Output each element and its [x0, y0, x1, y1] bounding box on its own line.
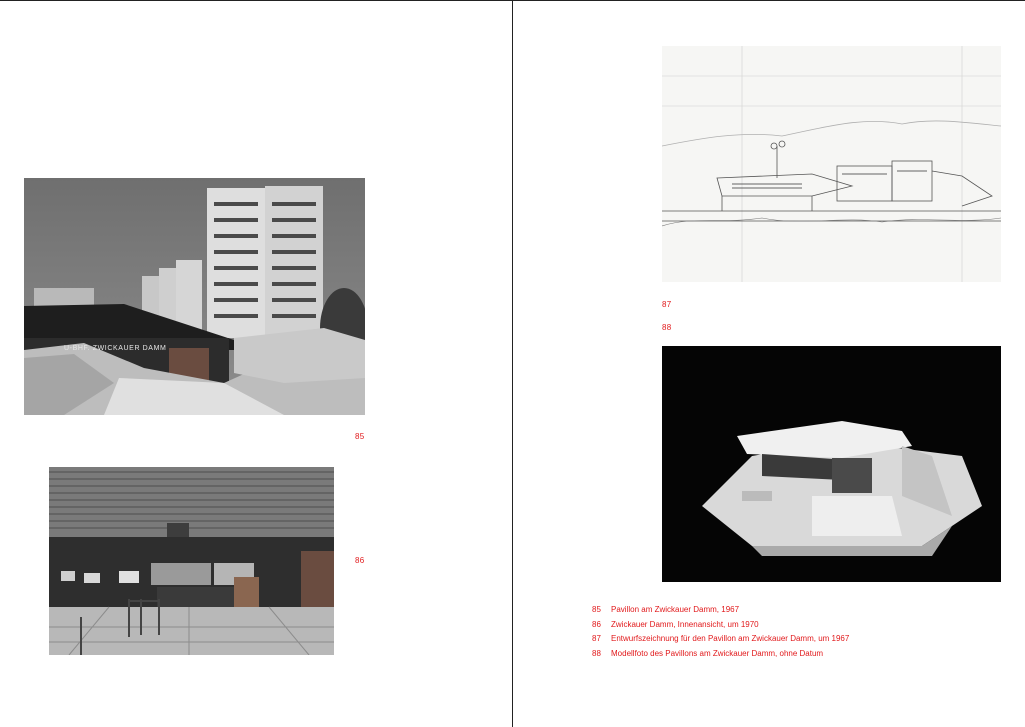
figure-number-88: 88: [662, 323, 672, 332]
caption-86: [592, 618, 849, 633]
caption-text: Zwickauer Damm, Innenansicht, um 1970: [611, 619, 759, 629]
caption-text: Modellfoto des Pavillons am Zwickauer Damm, ohne Datum: [611, 648, 824, 658]
caption-number: 86: [592, 619, 601, 629]
figure-number-85: 85: [355, 432, 365, 441]
book-spine: [512, 0, 513, 727]
caption-87: [592, 632, 849, 647]
figure-number-86: 86: [355, 556, 365, 565]
caption-number: 85: [592, 605, 601, 614]
photo-pavilion-interior: [49, 467, 334, 655]
caption-number: 88: [592, 648, 601, 658]
caption-text: Entwurfszeichnung für den Pavillon am Zwickauer Damm, um 1967: [611, 634, 850, 644]
photo-pavilion-model: [662, 346, 1001, 582]
station-sign-text: U-BHF. ZWICKAUER DAMM: [64, 345, 167, 352]
figure-captions: [592, 603, 849, 661]
drawing-pavilion-sketch: [662, 46, 1001, 282]
caption-number: 87: [592, 634, 601, 644]
photo-pavilion-exterior: [24, 178, 365, 415]
caption-88: [592, 647, 849, 662]
caption-85: [592, 603, 849, 618]
caption-text: Pavillon am Zwickauer Damm, 1967: [611, 605, 740, 614]
figure-number-87: 87: [662, 300, 672, 309]
